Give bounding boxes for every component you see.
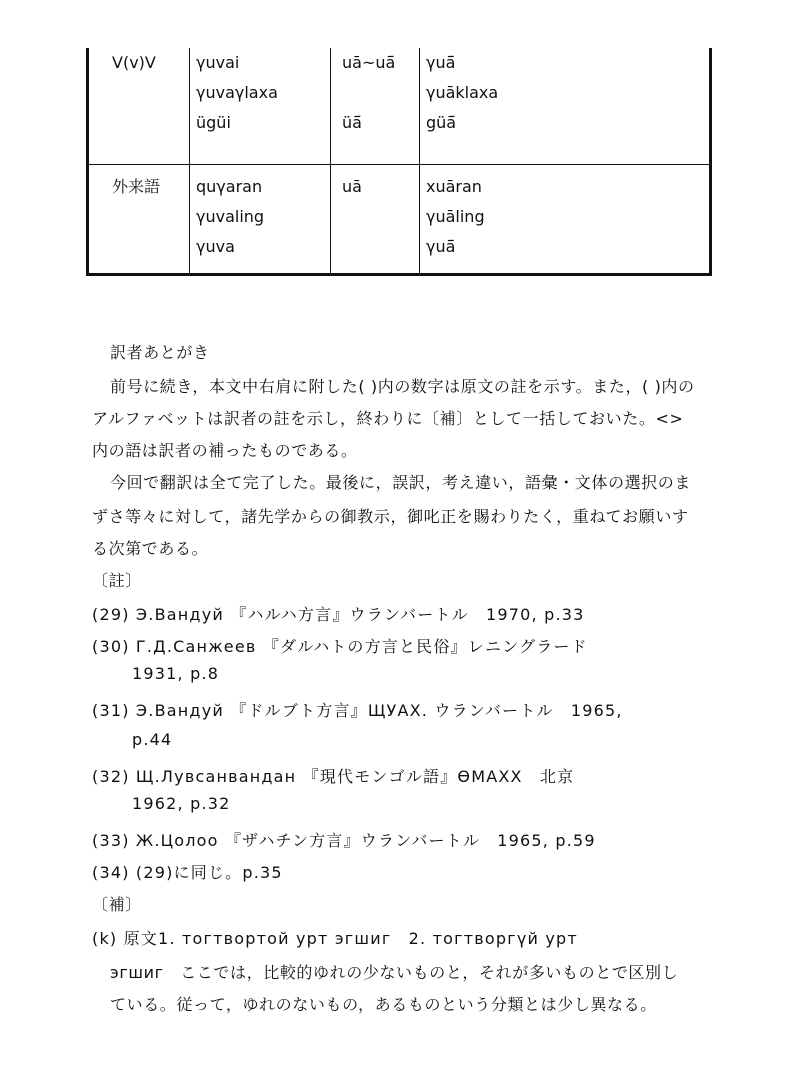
- row-label: V(v)V: [112, 53, 156, 72]
- table-divider: [189, 48, 190, 276]
- table-divider: [419, 48, 420, 276]
- paragraph-line: アルファベットは訳者の註を示し，終わりに〔補〕として一括しておいた。<>: [92, 409, 684, 428]
- table-border-left: [86, 48, 89, 276]
- paragraph-line: 前号に続き，本文中右肩に附した( )内の数字は原文の註を示す。また，( )内の: [110, 377, 695, 396]
- note-line-cont: 1931, p.8: [132, 664, 220, 683]
- table-cell-transcription: xuāran γuāling γuā̄: [426, 177, 485, 256]
- note-line-cont: p.44: [132, 730, 173, 749]
- table-row-divider: [86, 164, 712, 165]
- table-cell-transcription: γuā̄ γuāklaxa güā̄: [426, 53, 499, 132]
- phoneme-table: [86, 40, 712, 276]
- afterword-heading: 訳者あとがき: [110, 343, 210, 362]
- table-border-bottom: [86, 273, 712, 276]
- paragraph-line: 今回で翻訳は全て完了した。最後に，誤訳，考え違い，語彙・文体の選択のま: [110, 473, 692, 492]
- note-line: (34) (29)に同じ。p.35: [92, 863, 283, 882]
- notes-heading: 〔註〕: [92, 571, 142, 590]
- row-label: 外来語: [112, 177, 161, 196]
- table-border-right: [709, 48, 712, 276]
- supplement-line: (k) 原文1. тогтвортой урт эгшиг 2. тогтворгүй урт: [92, 929, 578, 948]
- note-line: (30) Г.Д.Санжеев 『ダルハトの方言と民俗』レニングラード: [92, 637, 588, 656]
- table-cell-vowels: uā: [342, 177, 362, 196]
- paragraph-line: 内の語は訳者の補ったものである。: [92, 441, 358, 460]
- paragraph-line: ずさ等々に対して，諸先学からの御教示，御叱正を賜わりたく，重ねてお願いす: [92, 507, 689, 526]
- table-divider: [330, 48, 331, 276]
- table-cell-words: γuvai γuvaγlaxa ügüi: [196, 53, 278, 132]
- supplement-heading: 〔補〕: [92, 895, 142, 914]
- note-line: (31) Э.Вандуй 『ドルブト方言』ЩУАХ. ウランバートル 1965,: [92, 701, 623, 720]
- supplement-line: эгшиг ここでは，比較的ゆれの少ないものと，それが多いものとで区別し: [110, 963, 679, 982]
- note-line: (33) Ж.Цолоо 『ザハチン方言』ウランバートル 1965, p.59: [92, 831, 596, 850]
- note-line: (32) Щ.Лувсанвандан 『現代モンゴル語』ӨМАХХ 北京: [92, 767, 575, 786]
- table-cell-vowels: uā~uā̄ üā̄: [342, 53, 396, 132]
- table-cell-words: quγaran γuvaling γuva: [196, 177, 265, 256]
- note-line: (29) Э.Вандуй 『ハルハ方言』ウランバートル 1970, p.33: [92, 605, 585, 624]
- supplement-line: ている。従って，ゆれのないもの，あるものという分類とは少し異なる。: [110, 995, 657, 1014]
- paragraph-line: る次第である。: [92, 539, 209, 558]
- note-line-cont: 1962, p.32: [132, 794, 231, 813]
